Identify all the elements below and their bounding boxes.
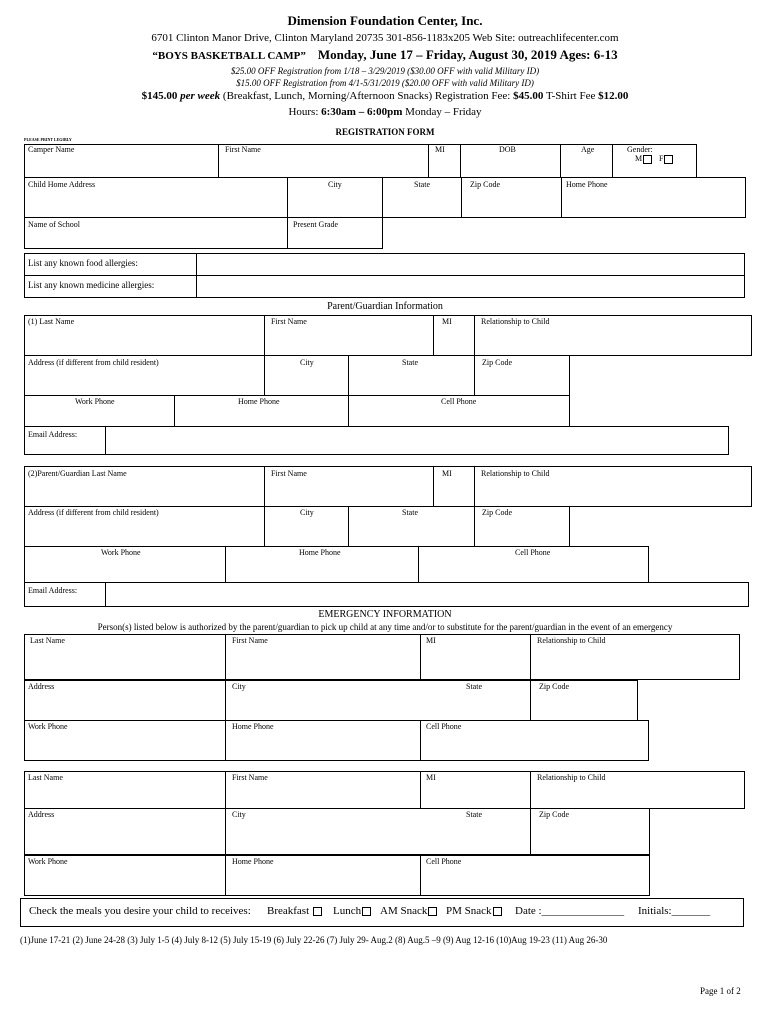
p1-mi-label: MI xyxy=(442,317,452,326)
p2-cell-phone-label: Cell Phone xyxy=(515,548,551,557)
p2-zip-field[interactable] xyxy=(474,506,570,547)
e2-zip-label: Zip Code xyxy=(539,810,569,819)
state-label: State xyxy=(414,180,430,189)
checkbox-breakfast[interactable] xyxy=(313,907,322,916)
p2-state-field[interactable] xyxy=(348,506,475,547)
e1-first-name-label: First Name xyxy=(232,636,268,645)
e1-work-phone-field[interactable] xyxy=(24,720,226,761)
p2-email-field[interactable] xyxy=(105,582,749,607)
gender-m-option[interactable] xyxy=(635,154,652,164)
meal-pm-snack-option[interactable] xyxy=(446,905,502,917)
e1-work-phone-label: Work Phone xyxy=(28,722,68,731)
e1-state-label: State xyxy=(466,682,482,691)
e1-city-state-field[interactable] xyxy=(225,680,531,721)
meal-lunch-option[interactable] xyxy=(333,905,371,917)
emergency-title: EMERGENCY INFORMATION xyxy=(318,609,452,620)
p1-home-phone-label: Home Phone xyxy=(238,397,280,406)
e2-state-label: State xyxy=(466,810,482,819)
checkbox-am-snack[interactable] xyxy=(428,907,437,916)
school-name-field[interactable] xyxy=(24,217,288,249)
p1-first-name-field[interactable] xyxy=(264,315,434,356)
p2-home-phone-label: Home Phone xyxy=(299,548,341,557)
e1-address-label: Address xyxy=(28,682,55,691)
child-address-label: Child Home Address xyxy=(28,180,96,189)
zip-label: Zip Code xyxy=(470,180,500,189)
medicine-allergies-label-cell xyxy=(24,275,197,298)
e1-last-name-field[interactable] xyxy=(24,634,226,680)
e2-cell-phone-field[interactable] xyxy=(420,855,650,896)
p1-email-label: Email Address: xyxy=(28,430,78,439)
p1-state-label: State xyxy=(402,358,418,367)
tshirt-label: T-Shirt Fee xyxy=(545,90,596,102)
camper-mi-field[interactable] xyxy=(428,144,461,178)
p2-city-field[interactable] xyxy=(264,506,349,547)
child-zip-field[interactable] xyxy=(461,177,562,218)
gender-f-label: F xyxy=(659,154,664,163)
camp-line xyxy=(0,47,770,63)
page-number: Page 1 of 2 xyxy=(700,986,741,996)
p1-cell-phone-label: Cell Phone xyxy=(441,397,477,406)
p2-mi-field[interactable] xyxy=(433,466,475,507)
meals-row xyxy=(20,898,744,927)
e1-last-name-label: Last Name xyxy=(30,636,65,645)
gender-f-option[interactable] xyxy=(659,154,673,164)
e2-relationship-label: Relationship to Child xyxy=(537,773,606,782)
e1-relationship-label: Relationship to Child xyxy=(537,636,606,645)
p1-home-phone-field[interactable] xyxy=(174,395,349,427)
e2-home-phone-label: Home Phone xyxy=(232,857,274,866)
p1-mi-field[interactable] xyxy=(433,315,475,356)
e2-last-name-field[interactable] xyxy=(24,771,226,809)
hours-days: Monday – Friday xyxy=(405,106,482,118)
p1-address-field[interactable] xyxy=(24,355,265,396)
p2-zip-label: Zip Code xyxy=(482,508,512,517)
home-phone-label: Home Phone xyxy=(566,180,608,189)
p1-cell-phone-field[interactable] xyxy=(348,395,570,427)
e2-cell-phone-label: Cell Phone xyxy=(426,857,462,866)
e2-city-state-field[interactable] xyxy=(225,808,531,855)
p2-address-label: Address (if different from child resident) xyxy=(28,508,159,517)
p1-email-label-cell xyxy=(24,426,106,455)
initials-field[interactable]: Initials:_______ xyxy=(638,905,711,917)
p2-last-name-label: (2)Parent/Guardian Last Name xyxy=(28,469,127,478)
includes-text: (Breakfast, Lunch, Morning/Afternoon Snacks) Registration Fee: xyxy=(222,90,511,102)
hours-value: 6:30am – 6:00pm xyxy=(321,106,403,118)
p1-last-name-label: (1) Last Name xyxy=(28,317,75,326)
p2-city-label: City xyxy=(300,508,314,517)
org-address: 6701 Clinton Manor Drive, Clinton Maryland 20735 301-856-1183x205 Web Site: outreachlifecenter.com xyxy=(151,32,619,44)
price-line xyxy=(0,90,770,102)
per-week: per week xyxy=(180,90,221,102)
org-title: Dimension Foundation Center, Inc. xyxy=(287,13,483,28)
gender-label: Gender: xyxy=(627,145,653,154)
p1-work-phone-field[interactable] xyxy=(24,395,175,427)
form-title: REGISTRATION FORM xyxy=(335,127,435,137)
p2-first-name-field[interactable] xyxy=(264,466,434,507)
e2-mi-label: MI xyxy=(426,773,436,782)
age-label: Age xyxy=(581,145,595,154)
child-home-phone-field[interactable] xyxy=(561,177,746,218)
p1-city-field[interactable] xyxy=(264,355,349,396)
p1-work-phone-label: Work Phone xyxy=(75,397,115,406)
child-state-field[interactable] xyxy=(382,177,462,218)
print-note: PLEASE PRINT LEGIBLY xyxy=(24,137,72,142)
p2-first-name-label: First Name xyxy=(271,469,307,478)
p2-mi-label: MI xyxy=(442,469,452,478)
breakfast-label: Breakfast xyxy=(267,905,310,917)
p2-relationship-field[interactable] xyxy=(474,466,752,507)
p1-city-label: City xyxy=(300,358,314,367)
camp-name: “BOYS BASKETBALL CAMP” xyxy=(152,50,306,62)
lunch-label: Lunch xyxy=(333,905,362,917)
p1-zip-field[interactable] xyxy=(474,355,570,396)
camper-first-name-field[interactable] xyxy=(218,144,429,178)
e1-cell-phone-label: Cell Phone xyxy=(426,722,462,731)
camper-gender-field[interactable] xyxy=(612,144,697,178)
p1-relationship-field[interactable] xyxy=(474,315,752,356)
camp-weeks: (1)June 17-21 (2) June 24-28 (3) July 1-5 (4) July 8-12 (5) July 15-19 (6) July 22-26 (7) July 29- Aug.2 (8) Aug.5 –9 (9) Aug 12-16 (10)Aug 19-23 (11) Aug 26-30 xyxy=(20,935,608,945)
e1-home-phone-field[interactable] xyxy=(225,720,421,761)
mi-label: MI xyxy=(435,145,445,154)
camper-age-field[interactable] xyxy=(560,144,613,178)
camper-name-label: Camper Name xyxy=(28,145,75,154)
e2-relationship-field[interactable] xyxy=(530,771,745,809)
e2-first-name-label: First Name xyxy=(232,773,268,782)
e1-mi-field[interactable] xyxy=(420,634,531,680)
p1-relationship-label: Relationship to Child xyxy=(481,317,550,326)
hours-line xyxy=(0,106,770,118)
p2-home-phone-field[interactable] xyxy=(225,546,419,583)
e2-home-phone-field[interactable] xyxy=(225,855,421,896)
e1-zip-label: Zip Code xyxy=(539,682,569,691)
first-name-label: First Name xyxy=(225,145,261,154)
food-allergies-label-cell xyxy=(24,253,197,276)
date-field[interactable]: Date :_______________ xyxy=(515,905,625,917)
p2-email-label-cell xyxy=(24,582,106,607)
city-label: City xyxy=(328,180,342,189)
e2-address-label: Address xyxy=(28,810,55,819)
registration-fee: $45.00 xyxy=(513,90,544,102)
medicine-allergies-label: List any known medicine allergies: xyxy=(28,280,155,290)
checkbox-lunch[interactable] xyxy=(362,907,371,916)
e2-city-label: City xyxy=(232,810,246,819)
am-snack-label: AM Snack xyxy=(380,905,428,917)
camper-dob-field[interactable] xyxy=(460,144,561,178)
present-grade-field[interactable] xyxy=(287,217,383,249)
food-allergies-field[interactable] xyxy=(196,253,745,276)
gender-m-label: M xyxy=(635,154,643,163)
p1-email-field[interactable] xyxy=(105,426,729,455)
e1-home-phone-label: Home Phone xyxy=(232,722,274,731)
e2-mi-field[interactable] xyxy=(420,771,531,809)
discount-line-1: $25.00 OFF Registration from 1/18 – 3/29/2019 ($30.00 OFF with valid Military ID) xyxy=(230,66,540,76)
checkbox-f[interactable] xyxy=(664,155,673,164)
meal-am-snack-option[interactable] xyxy=(380,905,437,917)
e1-zip-field[interactable] xyxy=(530,680,638,721)
dob-label: DOB xyxy=(499,145,516,154)
e2-first-name-field[interactable] xyxy=(225,771,421,809)
p2-last-name-field[interactable] xyxy=(24,466,265,507)
food-allergies-label: List any known food allergies: xyxy=(28,258,138,268)
p2-email-label: Email Address: xyxy=(28,586,78,595)
e2-work-phone-label: Work Phone xyxy=(28,857,68,866)
hours-label: Hours: xyxy=(288,106,319,118)
p2-state-label: State xyxy=(402,508,418,517)
e2-zip-field[interactable] xyxy=(530,808,650,855)
guardian-section-title: Parent/Guardian Information xyxy=(327,301,443,312)
meal-breakfast-option[interactable] xyxy=(267,905,322,917)
e2-last-name-label: Last Name xyxy=(28,773,63,782)
e1-mi-label: MI xyxy=(426,636,436,645)
emergency-note: Person(s) listed below is authorized by the parent/guardian to pick up child at any time and/or to substitute for the parent/guardian in the event of an emergency xyxy=(97,622,673,632)
p1-state-field[interactable] xyxy=(348,355,475,396)
child-address-field[interactable] xyxy=(24,177,288,218)
p2-work-phone-field[interactable] xyxy=(24,546,226,583)
e1-cell-phone-field[interactable] xyxy=(420,720,649,761)
checkbox-m[interactable] xyxy=(643,155,652,164)
child-city-field[interactable] xyxy=(287,177,383,218)
meals-prompt: Check the meals you desire your child to receives: xyxy=(29,905,251,917)
checkbox-pm-snack[interactable] xyxy=(493,907,502,916)
e2-work-phone-field[interactable] xyxy=(24,855,226,896)
e1-first-name-field[interactable] xyxy=(225,634,421,680)
camp-dates: Monday, June 17 – Friday, August 30, 2019 Ages: 6-13 xyxy=(317,47,618,62)
p2-cell-phone-field[interactable] xyxy=(418,546,649,583)
p2-relationship-label: Relationship to Child xyxy=(481,469,550,478)
school-label: Name of School xyxy=(28,220,80,229)
p1-last-name-field[interactable] xyxy=(24,315,265,356)
grade-label: Present Grade xyxy=(293,220,339,229)
p1-address-label: Address (if different from child resident) xyxy=(28,358,159,367)
e1-address-field[interactable] xyxy=(24,680,226,721)
pm-snack-label: PM Snack xyxy=(446,905,492,917)
p2-work-phone-label: Work Phone xyxy=(101,548,141,557)
e2-address-field[interactable] xyxy=(24,808,226,855)
discount-line-2: $15.00 OFF Registration from 4/1-5/31/2019 ($20.00 OFF with valid Military ID) xyxy=(236,78,534,88)
weekly-price: $145.00 xyxy=(141,90,178,102)
e1-city-label: City xyxy=(232,682,246,691)
camper-name-field[interactable] xyxy=(24,144,219,178)
e1-relationship-field[interactable] xyxy=(530,634,740,680)
p1-zip-label: Zip Code xyxy=(482,358,512,367)
p2-address-field[interactable] xyxy=(24,506,265,547)
tshirt-fee: $12.00 xyxy=(598,90,629,102)
p1-first-name-label: First Name xyxy=(271,317,307,326)
medicine-allergies-field[interactable] xyxy=(196,275,745,298)
